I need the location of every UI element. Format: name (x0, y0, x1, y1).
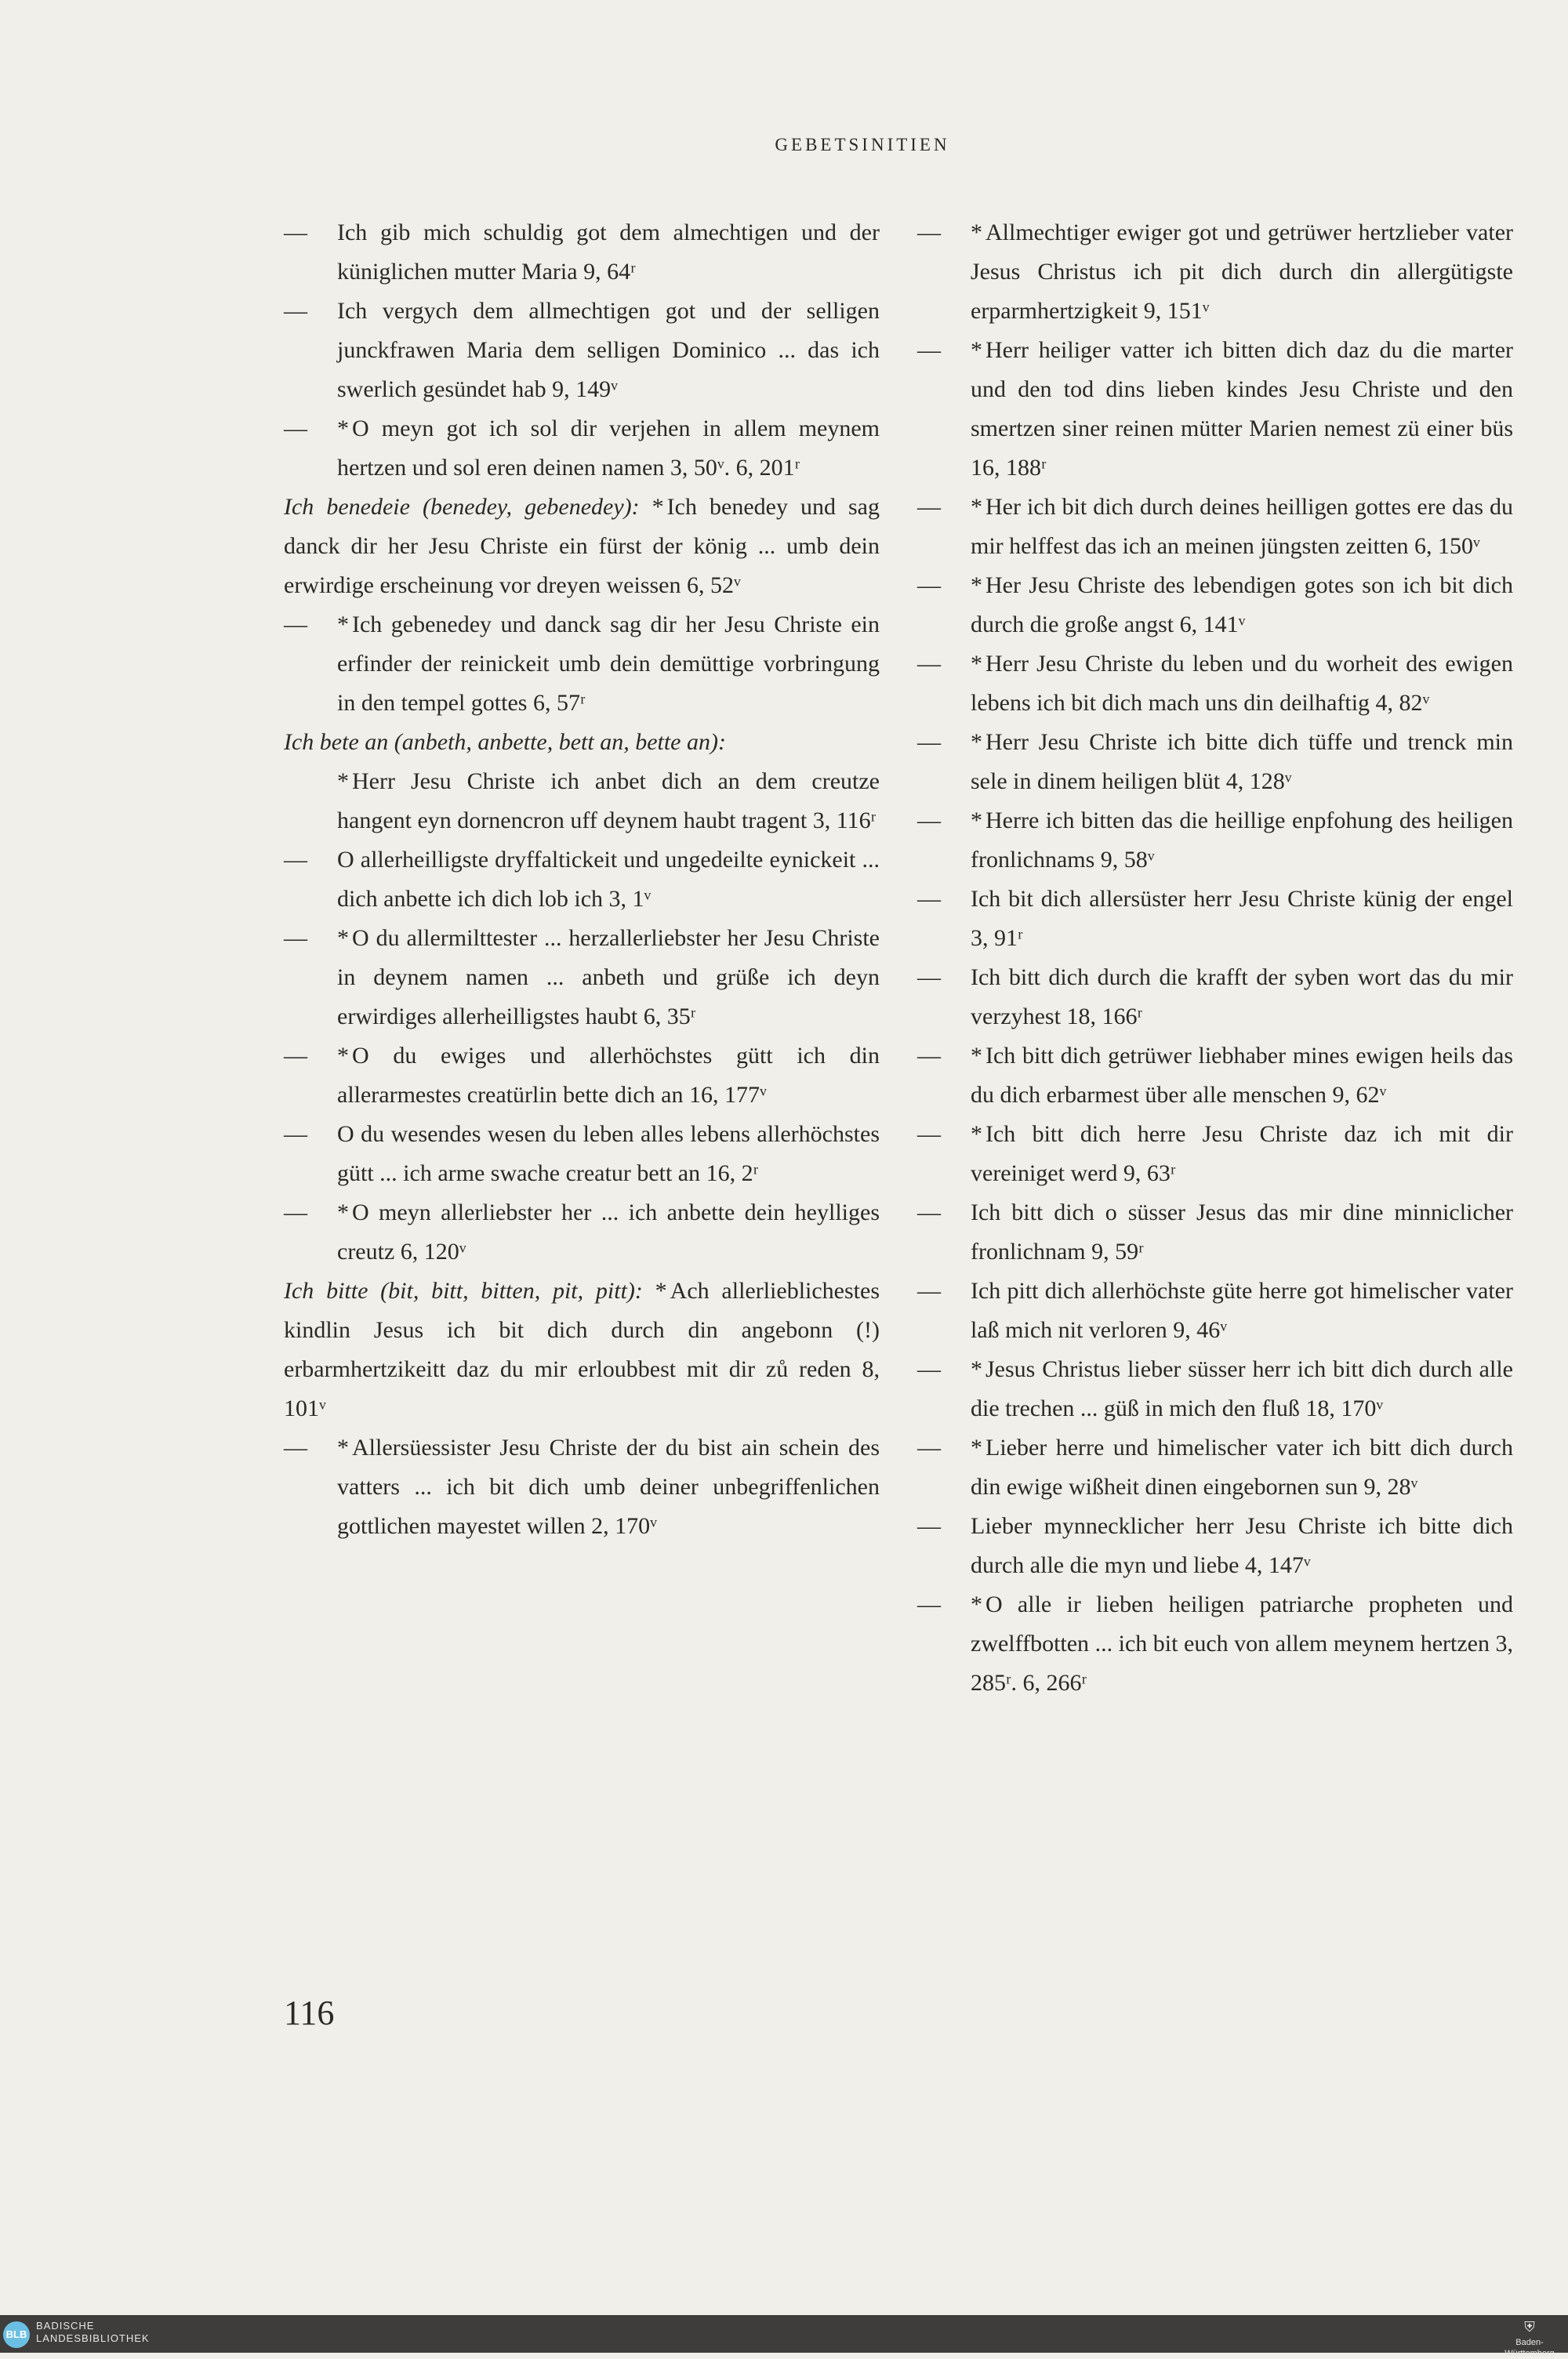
entry-body (917, 644, 1513, 723)
index-entry (917, 1585, 1513, 1703)
entry-dash: — (284, 612, 307, 637)
entry-text: Allersüessister Jesu Christe der du bist ain schein des vatters ... ich bit dich umb deiner unbegriffenlichen gottlichen mayestet willen 2, 170ᵛ (337, 1435, 880, 1539)
entry-body (917, 566, 1513, 644)
entry-text: Ich bitt dich getrüwer liebhaber mines ewigen heils das du dich erbarmest über alle menschen 9, 62ᵛ (971, 1043, 1513, 1108)
entry-text: Lieber mynnecklicher herr Jesu Christe ich bitte dich durch alle die myn und liebe 4, 147ᵛ (971, 1513, 1513, 1578)
entry-text: Ich bit dich allersüster herr Jesu Christe künig der engel 3, 91ʳ (971, 886, 1513, 951)
index-entry (284, 1428, 880, 1546)
asterisk-marker: * (337, 1043, 349, 1069)
entry-body (917, 1350, 1513, 1428)
entry-dash: — (917, 808, 941, 833)
index-entry (284, 292, 880, 409)
index-entry (917, 723, 1513, 801)
asterisk-marker: * (337, 925, 349, 951)
entry-body (917, 1585, 1513, 1703)
entry-text: Herr heiliger vatter ich bitten dich daz du die marter und den tod dins lieben kindes Jesu Christe und den smertzen siner reinen mütter Marien nemest zü einer büs 16, 188ʳ (971, 337, 1513, 481)
index-entry (917, 1350, 1513, 1428)
asterisk-marker: * (337, 612, 349, 637)
state-name: Baden-Württemberg (1504, 2338, 1555, 2358)
index-entry (917, 801, 1513, 880)
index-entry (917, 331, 1513, 488)
index-entry (917, 1115, 1513, 1193)
entry-dash: — (284, 1435, 307, 1461)
entry-dash: — (917, 1435, 941, 1461)
entry-text: Ich vergych dem allmechtigen got und der selligen junckfrawen Maria dem selligen Dominico ... das ich swerlich gesündet hab 9, 149ᵛ (337, 298, 880, 402)
entry-text: Ich benedey und sag danck dir her Jesu Christe ein fürst der könig ... umb dein erwirdige erscheinung vor dreyen weissen 6, 52ᵛ (284, 494, 880, 598)
index-entry (284, 213, 880, 292)
index-entry (284, 1115, 880, 1193)
asterisk-marker: * (971, 337, 982, 363)
index-entry (917, 644, 1513, 723)
entry-body (284, 762, 880, 840)
asterisk-marker: * (337, 1199, 349, 1225)
baden-wuerttemberg-mark[interactable] (1494, 2318, 1565, 2359)
entry-dash: — (284, 1121, 307, 1147)
index-entry (284, 1036, 880, 1115)
index-entry (284, 762, 880, 840)
entry-dash: — (917, 1199, 941, 1225)
entry-dash: — (917, 572, 941, 598)
asterisk-marker: * (971, 1356, 982, 1382)
institution-line-2: LANDESBIBLIOTHEK (36, 2332, 150, 2344)
entry-text: O alle ir lieben heiligen patriarche propheten und zwelffbotten ... ich bit euch von allem meynem hertzen 3, 285ʳ. 6, 266ʳ (971, 1591, 1513, 1696)
entry-text: Lieber herre und himelischer vater ich bitt dich durch din ewige wißheit dinen eingebornen sun 9, 28ᵛ (971, 1435, 1513, 1500)
entry-body (917, 880, 1513, 958)
entry-text: Herre ich bitten das die heillige enpfohung des heiligen fronlichnams 9, 58ᵛ (971, 808, 1513, 873)
entry-body (284, 292, 880, 409)
institution-name[interactable] (36, 2320, 150, 2345)
index-entry (917, 1272, 1513, 1350)
entry-dash: — (917, 220, 941, 245)
asterisk-marker: * (971, 729, 982, 755)
entry-dash: — (917, 1043, 941, 1069)
entry-body (917, 958, 1513, 1036)
entry-body (917, 488, 1513, 566)
coat-of-arms-icon: ⛨ (1524, 2319, 1535, 2335)
entry-heading: Ich bitte (bit, bitt, bitten, pit, pitt): (284, 1278, 643, 1304)
entry-text: Jesus Christus lieber süsser herr ich bitt dich durch alle die trechen ... güß in mich den fluß 18, 170ᵛ (971, 1356, 1513, 1421)
entry-body (917, 213, 1513, 331)
asterisk-marker: * (971, 808, 982, 833)
entry-body (917, 1272, 1513, 1350)
entry-dash: — (284, 847, 307, 873)
entry-body (917, 1115, 1513, 1193)
entry-body (917, 1193, 1513, 1272)
index-entry (284, 1193, 880, 1272)
entry-text: O du ewiges und allerhöchstes gütt ich din allerarmestes creatürlin bette dich an 16, 177ᵛ (337, 1043, 880, 1108)
asterisk-marker: * (337, 1435, 349, 1461)
index-entry (284, 840, 880, 919)
asterisk-marker: * (971, 572, 982, 598)
entry-text: Ich gib mich schuldig got dem almechtigen und der küniglichen mutter Maria 9, 64ʳ (337, 220, 880, 285)
entry-text: Ich bitt dich durch die krafft der syben wort das du mir verzyhest 18, 166ʳ (971, 964, 1513, 1029)
entry-heading: Ich bete an (anbeth, anbette, bett an, bette an): (284, 729, 726, 755)
entry-dash: — (917, 1591, 941, 1617)
entry-body (284, 605, 880, 723)
entry-dash: — (284, 925, 307, 951)
asterisk-marker: * (337, 416, 349, 441)
entry-body (284, 213, 880, 292)
index-entry (917, 1507, 1513, 1585)
entry-dash: — (284, 220, 307, 245)
blb-logo-icon[interactable]: BLB (3, 2321, 30, 2348)
entry-dash: — (284, 1199, 307, 1225)
entry-body (284, 1193, 880, 1272)
entry-body (284, 723, 880, 762)
entry-text: O du allermilttester ... herzallerliebster her Jesu Christe in deynem namen ... anbeth und grüße ich deyn erwirdiges allerheilligstes haubt 6, 35ʳ (337, 925, 880, 1029)
entry-body (284, 1115, 880, 1193)
index-entry (917, 1193, 1513, 1272)
index-entry (917, 1036, 1513, 1115)
asterisk-marker: * (971, 220, 982, 245)
entry-text: Herr Jesu Christe du leben und du worheit des ewigen lebens ich bit dich mach uns din deilhaftig 4, 82ᵛ (971, 651, 1513, 716)
entry-body (917, 331, 1513, 488)
index-entry (917, 880, 1513, 958)
entry-text: O meyn allerliebster her ... ich anbette dein heylliges creutz 6, 120ᵛ (337, 1199, 880, 1265)
asterisk-marker: * (971, 1121, 982, 1147)
entry-body (917, 801, 1513, 880)
entry-text: Allmechtiger ewiger got und getrüwer hertzlieber vater Jesus Christus ich pit dich durch din allergütigste erparmhertzigkeit 9, 151ᵛ (971, 220, 1513, 324)
entry-body (284, 488, 880, 605)
entry-dash: — (917, 651, 941, 677)
entry-dash: — (917, 1121, 941, 1147)
running-head: GEBETSINITIEN (775, 135, 950, 154)
index-entry (284, 488, 880, 605)
entry-body (284, 1036, 880, 1115)
asterisk-marker: * (337, 768, 349, 794)
index-entry (284, 723, 880, 762)
footer-bar (0, 2315, 1568, 2358)
entry-dash: — (917, 1278, 941, 1304)
asterisk-marker: * (971, 1435, 982, 1461)
index-entry (917, 1428, 1513, 1507)
entry-body (284, 1428, 880, 1546)
asterisk-marker: * (971, 1591, 982, 1617)
index-entry (284, 919, 880, 1036)
entry-text: O allerheilligste dryffaltickeit und ungedeilte eynickeit ... dich anbette ich dich lob ich 3, 1ᵛ (337, 847, 880, 912)
asterisk-marker: * (971, 1043, 982, 1069)
entry-text: Her Jesu Christe des lebendigen gotes son ich bit dich durch die große angst 6, 141ᵛ (971, 572, 1513, 637)
entry-dash: — (917, 886, 941, 912)
entry-dash: — (917, 1356, 941, 1382)
entry-body (917, 1428, 1513, 1507)
entry-dash: — (917, 964, 941, 990)
entry-body (284, 1272, 880, 1428)
asterisk-marker: * (971, 494, 982, 520)
entry-dash: — (917, 1513, 941, 1539)
index-entry (917, 566, 1513, 644)
index-entry (284, 605, 880, 723)
entry-body (284, 409, 880, 488)
entry-dash: — (284, 298, 307, 324)
entry-text: Ich pitt dich allerhöchste güte herre got himelischer vater laß mich nit verloren 9, 46ᵛ (971, 1278, 1513, 1343)
index-entry (284, 409, 880, 488)
asterisk-marker: * (652, 494, 664, 520)
page-number: 116 (284, 1994, 335, 2032)
entry-text: Herr Jesu Christe ich anbet dich an dem creutze hangent eyn dornencron uff deynem haubt tragent 3, 116ʳ (337, 768, 880, 833)
entry-body (917, 1507, 1513, 1585)
entry-dash: — (917, 494, 941, 520)
index-entry (917, 488, 1513, 566)
entry-text: O meyn got ich sol dir verjehen in allem meynem hertzen und sol eren deinen namen 3, 50ᵛ. 6, 201ʳ (337, 416, 880, 481)
entry-body (284, 840, 880, 919)
entry-heading: Ich benedeie (benedey, gebenedey): (284, 494, 640, 520)
entry-text: Ich bitt dich o süsser Jesus das mir dine minniclicher fronlichnam 9, 59ʳ (971, 1199, 1513, 1265)
index-entry (917, 213, 1513, 331)
entry-text: Herr Jesu Christe ich bitte dich tüffe und trenck min sele in dinem heiligen blüt 4, 128ᵛ (971, 729, 1513, 794)
left-column (284, 213, 880, 1546)
entry-text: Ich gebenedey und danck sag dir her Jesu Christe ein erfinder der reinickeit umb dein demüttige vorbringung in den tempel gottes 6, 57ʳ (337, 612, 880, 716)
asterisk-marker: * (971, 651, 982, 677)
right-column (917, 213, 1513, 1703)
entry-body (917, 723, 1513, 801)
index-entry (284, 1272, 880, 1428)
entry-dash: — (284, 416, 307, 441)
entry-body (917, 1036, 1513, 1115)
entry-text: Ich bitt dich herre Jesu Christe daz ich mit dir vereiniget werd 9, 63ʳ (971, 1121, 1513, 1186)
entry-dash: — (917, 337, 941, 363)
entry-text: Ach allerlieblichestes kindlin Jesus ich bit dich durch din angebonn (!) erbarmhertzikeitt daz du mir erloubbest mit dir zů reden 8, 101ᵛ (284, 1278, 880, 1421)
entry-body (284, 919, 880, 1036)
entry-text: O du wesendes wesen du leben alles lebens allerhöchstes gütt ... ich arme swache creatur bett an 16, 2ʳ (337, 1121, 880, 1186)
entry-dash: — (917, 729, 941, 755)
entry-text: Her ich bit dich durch deines heilligen gottes ere das du mir helffest das ich an meinen jüngsten zeitten 6, 150ᵛ (971, 494, 1513, 559)
institution-line-1: BADISCHE (36, 2320, 95, 2332)
asterisk-marker: * (655, 1278, 667, 1304)
entry-dash: — (284, 1043, 307, 1069)
index-entry (917, 958, 1513, 1036)
